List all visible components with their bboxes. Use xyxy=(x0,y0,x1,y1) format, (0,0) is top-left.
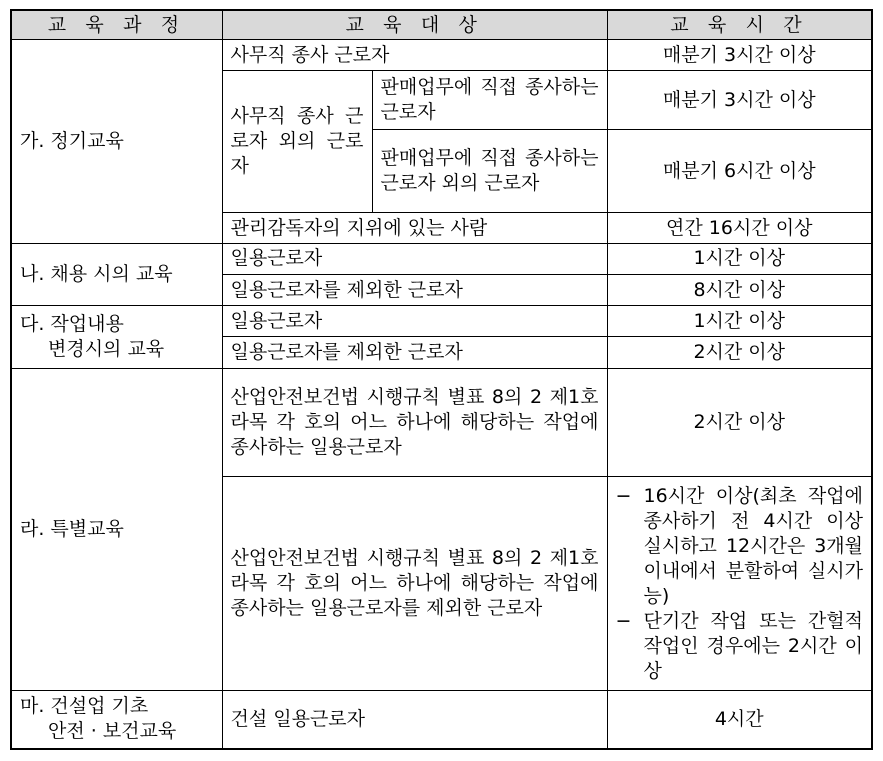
target-construction: 건설 일용근로자 xyxy=(222,690,607,749)
time-non-sales: 매분기 6시간 이상 xyxy=(607,129,872,213)
target-change-daily: 일용근로자 xyxy=(222,306,607,337)
course-construction-line1: 마. 건설업 기초 xyxy=(20,695,149,718)
time-change-other: 2시간 이상 xyxy=(607,337,872,368)
header-row xyxy=(11,10,872,40)
list-item: − 16시간 이상(최초 작업에 종사하기 전 4시간 이상 실시하고 12시간은 3개월 이내에서 분할하여 실시가능) xyxy=(616,484,864,609)
course-regular: 가. 정기교육 xyxy=(11,40,222,243)
table-row xyxy=(11,40,872,71)
target-special-daily: 산업안전보건법 시행규칙 별표 8의 2 제1호라목 각 호의 어느 하나에 해당하는 작업에 종사하는 일용근로자 xyxy=(222,368,607,477)
time-hiring-other: 8시간 이상 xyxy=(607,274,872,305)
course-task-change-line1: 다. 작업내용 xyxy=(20,312,124,335)
list-item: − 단기간 작업 또는 간헐적 작업인 경우에는 2시간 이상 xyxy=(616,609,864,684)
target-non-office: 사무직 종사 근로자 외의 근로자 xyxy=(222,71,372,213)
course-task-change xyxy=(11,306,222,368)
table-row xyxy=(11,368,872,477)
time-special-list xyxy=(616,484,864,684)
target-hiring-daily: 일용근로자 xyxy=(222,243,607,274)
table-row xyxy=(11,306,872,337)
header-target: 교 육 대 상 xyxy=(222,10,607,40)
target-hiring-other: 일용근로자를 제외한 근로자 xyxy=(222,274,607,305)
time-office: 매분기 3시간 이상 xyxy=(607,40,872,71)
target-change-other: 일용근로자를 제외한 근로자 xyxy=(222,337,607,368)
course-construction xyxy=(11,690,222,749)
target-non-sales: 판매업무에 직접 종사하는 근로자 외의 근로자 xyxy=(372,129,607,213)
time-manager: 연간 16시간 이상 xyxy=(607,213,872,243)
course-hiring: 나. 채용 시의 교육 xyxy=(11,243,222,305)
table-row xyxy=(11,690,872,749)
time-hiring-daily: 1시간 이상 xyxy=(607,243,872,274)
course-special: 라. 특별교육 xyxy=(11,368,222,690)
education-table xyxy=(10,9,873,750)
header-time: 교 육 시 간 xyxy=(607,10,872,40)
course-construction-line2: 안전 · 보건교육 xyxy=(48,720,177,743)
target-office: 사무직 종사 근로자 xyxy=(222,40,607,71)
time-special-other xyxy=(607,477,872,691)
time-sales: 매분기 3시간 이상 xyxy=(607,71,872,129)
course-task-change-line2: 변경시의 교육 xyxy=(48,337,165,360)
target-manager: 관리감독자의 지위에 있는 사람 xyxy=(222,213,607,243)
time-special-daily: 2시간 이상 xyxy=(607,368,872,477)
time-change-daily: 1시간 이상 xyxy=(607,306,872,337)
header-course: 교 육 과 정 xyxy=(11,10,222,40)
time-construction: 4시간 xyxy=(607,690,872,749)
target-sales: 판매업무에 직접 종사하는 근로자 xyxy=(372,71,607,129)
target-special-other: 산업안전보건법 시행규칙 별표 8의 2 제1호라목 각 호의 어느 하나에 해당하는 작업에 종사하는 일용근로자를 제외한 근로자 xyxy=(222,477,607,691)
table-row xyxy=(11,243,872,274)
